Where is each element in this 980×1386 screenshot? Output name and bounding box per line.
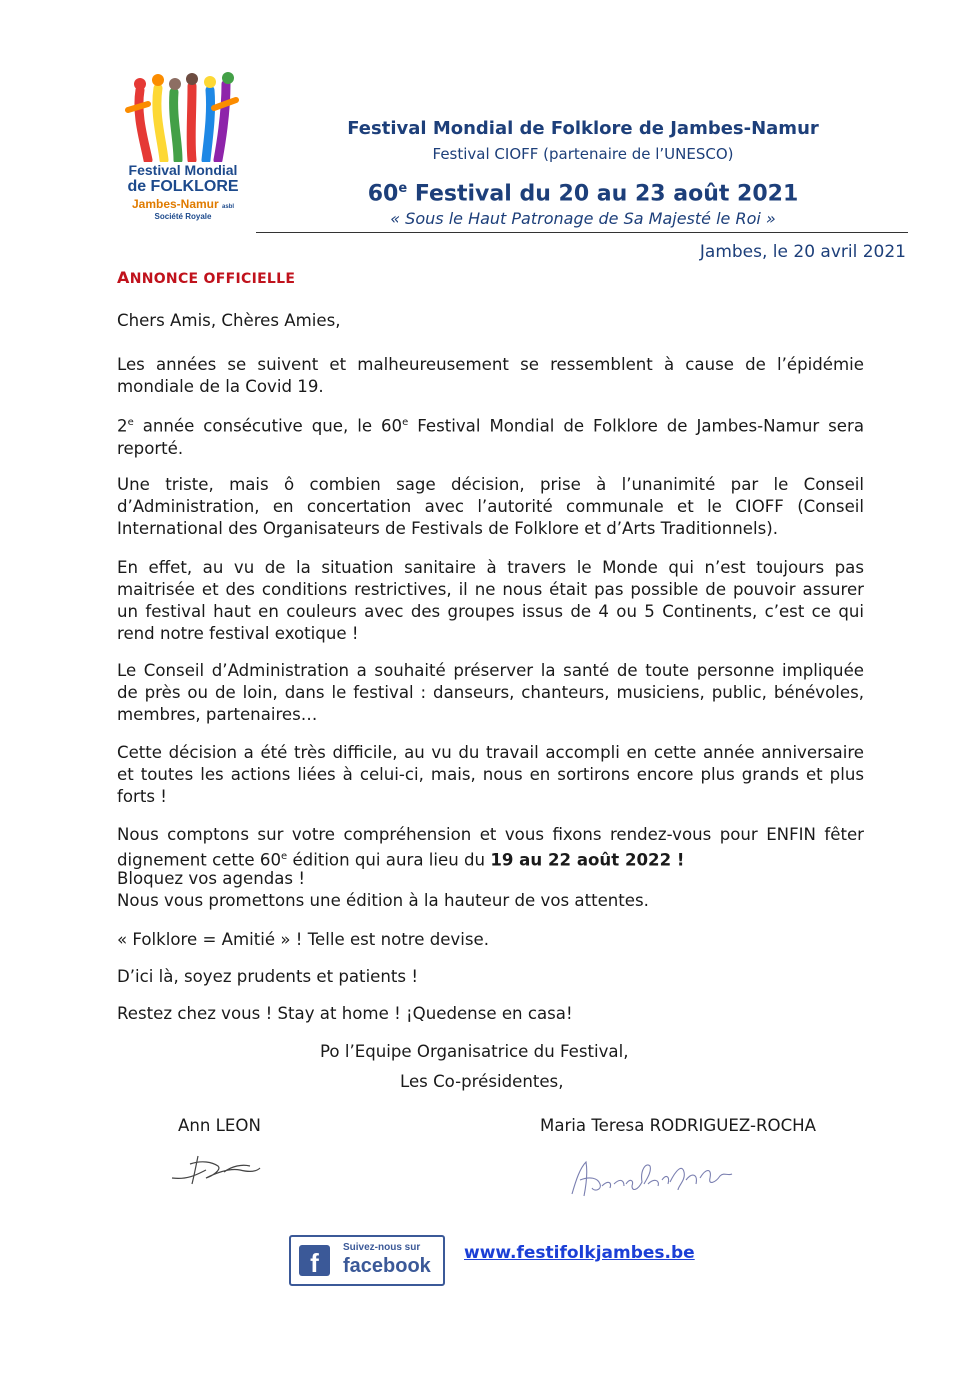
logo-line-3: Jambes-Namur asbl (131, 197, 235, 211)
facebook-icon: f (299, 1245, 330, 1276)
header-subtitle: Festival CIOFF (partenaire de l’UNESCO) (432, 145, 734, 163)
festival-logo (118, 70, 248, 230)
signature-maria-teresa (566, 1150, 741, 1205)
paragraph-4: En effet, au vu de la situation sanitaire à travers le Monde qui n’est toujours pas maitrisée et des conditions restrictives, il ne nous était pas possible de pouvoir assurer un festival haut en couleurs avec des groupes issus de 4 ou 5 Continents, c’est ce qui rend notre festival exotique ! (117, 558, 864, 643)
patronage-line: « Sous le Haut Patronage de Sa Majesté le Roi » (390, 209, 776, 228)
paragraph-9: D’ici là, soyez prudents et patients ! (117, 967, 418, 986)
signer-2-name: Maria Teresa RODRIGUEZ-ROCHA (540, 1116, 816, 1135)
paragraph-8: « Folklore = Amitié » ! Telle est notre devise. (117, 930, 489, 949)
closing-line-1: Po l’Equipe Organisatrice du Festival, (320, 1042, 629, 1061)
closing-line-2: Les Co-présidentes, (400, 1072, 564, 1091)
facebook-badge-wordmark: facebook (343, 1255, 431, 1277)
website-link[interactable]: www.festifolkjambes.be (464, 1243, 695, 1263)
paragraph-2: 2e année consécutive que, le 60e Festival Mondial de Folklore de Jambes-Namur sera reporté. (117, 416, 864, 458)
signature-ann-leon (168, 1150, 268, 1190)
letter-date: Jambes, le 20 avril 2021 (699, 242, 906, 262)
paragraph-10: Restez chez vous ! Stay at home ! ¡Quedense en casa! (117, 1004, 573, 1023)
header-title: Festival Mondial de Folklore de Jambes-Namur (347, 118, 819, 139)
logo-line-2: de FOLKLORE (127, 178, 239, 195)
logo-line-1: Festival Mondial (128, 162, 238, 178)
signer-1-name: Ann LEON (178, 1116, 261, 1135)
facebook-follow-badge[interactable] (289, 1235, 445, 1286)
announcement-heading: ANNONCE OFFICIELLE (117, 268, 296, 287)
greeting: Chers Amis, Chères Amies, (117, 311, 341, 330)
logo-line-4: Société Royale (154, 212, 212, 221)
paragraph-7: Nous comptons sur votre compréhension et vous fixons rendez-vous pour ENFIN fêter dignement cette 60e édition qui aura lieu du 19 au 22 août 2022 ! (117, 825, 864, 870)
paragraph-7-line-2: Bloquez vos agendas ! (117, 869, 305, 888)
paragraph-5: Le Conseil d’Administration a souhaité préserver la santé de toute personne impliquée de près ou de loin, dans le festival : danseurs, chanteurs, musiciens, public, bénévoles, membres, partenaires… (117, 661, 864, 724)
header-divider (256, 232, 908, 233)
facebook-badge-caption: Suivez-nous sur (343, 1242, 421, 1253)
paragraph-7-line-3: Nous vous promettons une édition à la hauteur de vos attentes. (117, 891, 649, 910)
festival-dates-heading: 60e Festival du 20 au 23 août 2021 (367, 181, 799, 207)
dancers-logo-graphic (118, 70, 248, 162)
paragraph-6: Cette décision a été très difficile, au vu du travail accompli en cette année anniversaire et toutes les actions liées à celui-ci, mais, nous en sortirons encore plus grands et plus forts ! (117, 743, 864, 806)
paragraph-1: Les années se suivent et malheureusement se ressemblent à cause de l’épidémie mondiale de la Covid 19. (117, 355, 864, 396)
paragraph-3: Une triste, mais ô combien sage décision, prise à l’unanimité par le Conseil d’Administration, en concertation avec l’autorité communale et le CIOFF (Conseil International des Organisateurs de Festivals de Folklore et d’Arts Traditionnels). (117, 475, 864, 538)
